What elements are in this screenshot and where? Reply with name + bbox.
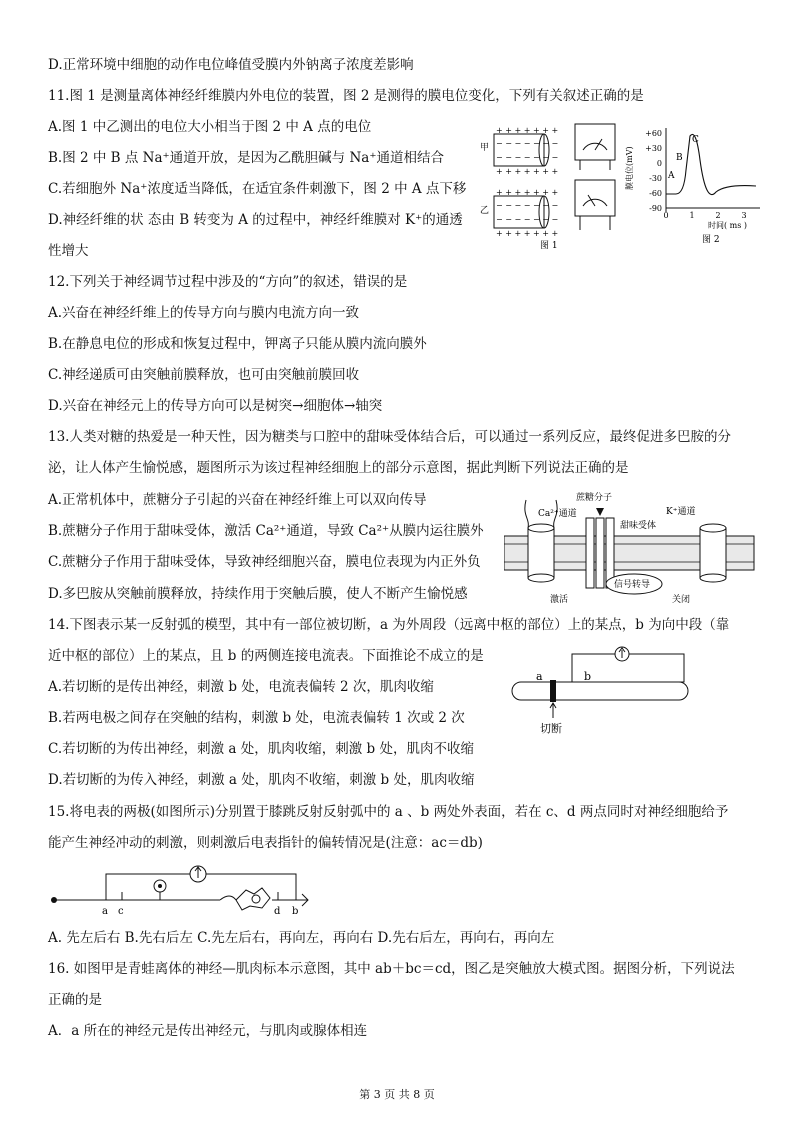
option-11a: A.图 1 中乙测出的电位大小相当于图 2 中 A 点的电位 bbox=[48, 119, 372, 135]
option-14c: C.若切断的为传出神经，刺激 a 处，肌肉收缩，刺激 b 处，肌肉不收缩 bbox=[48, 741, 474, 757]
question-16-stem-cont: 正确的是 bbox=[48, 992, 102, 1008]
point-b-label: b bbox=[292, 906, 299, 917]
option-14b: B.若两电极之间存在突触的结构，刺激 b 处，电流表偏转 1 次或 2 次 bbox=[48, 710, 465, 726]
option-11c: C.若细胞外 Na⁺浓度适当降低，在适宜条件刺激下，图 2 中 A 点下移 bbox=[48, 181, 467, 197]
figure-q15 bbox=[50, 862, 310, 918]
question-14-stem-cont: 近中枢的部位）上的某点，且 b 的两侧连接电流表。下面推论不成立的是 bbox=[48, 648, 484, 664]
point-a: A bbox=[668, 171, 675, 181]
option-12c: C.神经递质可由突触前膜释放，也可由突触前膜回收 bbox=[48, 367, 360, 383]
option-11d-cont: 性增大 bbox=[48, 243, 89, 259]
ylabel: 膜电位(mV) bbox=[625, 146, 634, 190]
sucrose-label: 蔗糖分子 bbox=[576, 493, 613, 503]
question-15-options: A. 先左后右 B.先右后左 C.先左后右，再向左，再向右 D.先右后左，再向右，再向左 bbox=[48, 930, 555, 946]
ytick: -60 bbox=[649, 189, 662, 198]
svg-text:− − − − − − −: − − − − − − − bbox=[496, 201, 559, 210]
ytick: +60 bbox=[645, 129, 662, 138]
svg-text:+ + + + + + +: + + + + + + + bbox=[496, 126, 559, 135]
close-label: 关闭 bbox=[672, 595, 691, 605]
k-channel-label: K⁺通道 bbox=[666, 507, 696, 517]
question-15-stem-cont: 能产生神经冲动的刺激，则刺激后电表指针的偏转情况是(注意：ac＝db) bbox=[48, 835, 483, 851]
point-c: C bbox=[692, 135, 699, 145]
option-12d: D.兴奋在神经元上的传导方向可以是树突→细胞体→轴突 bbox=[48, 398, 383, 414]
option-14a: A.若切断的是传出神经，刺激 b 处，电流表偏转 2 次，肌肉收缩 bbox=[48, 679, 434, 695]
option-11d: D.神经纤维的状 态由 B 转变为 A 的过程中，神经纤维膜对 K⁺的通透 bbox=[48, 212, 463, 228]
svg-text:− − − − − − −: − − − − − − − bbox=[496, 153, 559, 162]
page-footer: 第 3 页 共 8 页 bbox=[359, 1088, 435, 1101]
option-13b: B.蔗糖分子作用于甜味受体，激活 Ca²⁺通道，导致 Ca²⁺从膜内运往膜外 bbox=[48, 523, 484, 539]
xtick: 2 bbox=[715, 211, 721, 220]
ca-channel-label: Ca²⁺通道 bbox=[538, 509, 577, 519]
question-13-stem-cont: 泌，让人体产生愉悦感，题图所示为该过程神经细胞上的部分示意图，据此判断下列说法正确的是 bbox=[48, 460, 629, 476]
point-c-label: c bbox=[118, 906, 124, 917]
ytick: 0 bbox=[656, 159, 662, 168]
figure-q11 bbox=[480, 120, 780, 255]
question-12-stem: 12.下列关于神经调节过程中涉及的“方向”的叙述，错误的是 bbox=[48, 274, 408, 290]
xtick: 1 bbox=[689, 211, 695, 220]
point-b-label: b bbox=[584, 670, 592, 683]
question-16-stem: 16. 如图甲是青蛙离体的神经—肌肉标本示意图，其中 ab＋bc＝cd，图乙是突触放大模式图。据图分析，下列说法 bbox=[48, 961, 735, 977]
ytick: -90 bbox=[649, 204, 662, 213]
ytick: +30 bbox=[645, 144, 662, 153]
label-jia: 甲 bbox=[480, 143, 490, 153]
svg-text:+ + + + + + +: + + + + + + + bbox=[496, 167, 559, 176]
xtick: 3 bbox=[741, 211, 747, 220]
svg-text:+ + + + + + +: + + + + + + + bbox=[496, 229, 559, 238]
label-yi: 乙 bbox=[480, 206, 490, 216]
figure-q13 bbox=[504, 488, 764, 608]
option-13a: A.正常机体中，蔗糖分子引起的兴奋在神经纤维上可以双向传导 bbox=[48, 492, 427, 508]
xtick: 0 bbox=[663, 211, 669, 220]
xlabel: 时间( ms ) bbox=[708, 221, 748, 230]
activate-label: 激活 bbox=[550, 595, 569, 605]
point-a-label: a bbox=[536, 670, 543, 683]
ytick: -30 bbox=[649, 174, 662, 183]
option-12b: B.在静息电位的形成和恢复过程中，钾离子只能从膜内流向膜外 bbox=[48, 336, 427, 352]
caption-fig2: 图 2 bbox=[702, 235, 720, 245]
option-14d: D.若切断的为传入神经，刺激 a 处，肌肉不收缩，刺激 b 处，肌肉收缩 bbox=[48, 772, 475, 788]
svg-text:+ + + + + + +: + + + + + + + bbox=[496, 188, 559, 197]
cut-label: 切断 bbox=[540, 722, 562, 735]
receptor-label: 甜味受体 bbox=[620, 521, 657, 531]
point-d-label: d bbox=[274, 906, 281, 917]
svg-text:− − − − − − −: − − − − − − − bbox=[496, 139, 559, 148]
option-10d: D.正常环境中细胞的动作电位峰值受膜内外钠离子浓度差影响 bbox=[48, 57, 414, 73]
option-16a: A．a 所在的神经元是传出神经元，与肌肉或腺体相连 bbox=[48, 1023, 368, 1039]
option-13c: C.蔗糖分子作用于甜味受体，导致神经细胞兴奋，膜电位表现为内正外负 bbox=[48, 554, 481, 570]
question-14-stem: 14.下图表示某一反射弧的模型，其中有一部位被切断，a 为外周段（远离中枢的部位）上的某点，b 为向中段（靠 bbox=[48, 617, 730, 633]
point-b: B bbox=[676, 153, 683, 163]
figure-q14 bbox=[510, 642, 700, 736]
svg-text:− − − − − − −: − − − − − − − bbox=[496, 215, 559, 224]
question-13-stem: 13.人类对糖的热爱是一种天性，因为糖类与口腔中的甜味受体结合后，可以通过一系列反应，最终促进多巴胺的分 bbox=[48, 429, 731, 445]
caption-fig1: 图 1 bbox=[540, 241, 558, 251]
option-12a: A.兴奋在神经纤维上的传导方向与膜内电流方向一致 bbox=[48, 305, 360, 321]
question-15-stem: 15.将电表的两极(如图所示)分别置于膝跳反射反射弧中的 a 、b 两处外表面，若在 c、d 两点同时对神经细胞给予 bbox=[48, 804, 729, 820]
point-a-label: a bbox=[102, 906, 108, 917]
transduction-label: 信号转导 bbox=[614, 580, 651, 590]
option-11b: B.图 2 中 B 点 Na⁺通道开放，是因为乙酰胆碱与 Na⁺通道相结合 bbox=[48, 150, 444, 166]
option-13d: D.多巴胺从突触前膜释放，持续作用于突触后膜，使人不断产生愉悦感 bbox=[48, 586, 468, 602]
question-11-stem: 11.图 1 是测量离体神经纤维膜内外电位的装置，图 2 是测得的膜电位变化，下列有关叙述正确的是 bbox=[48, 88, 644, 104]
